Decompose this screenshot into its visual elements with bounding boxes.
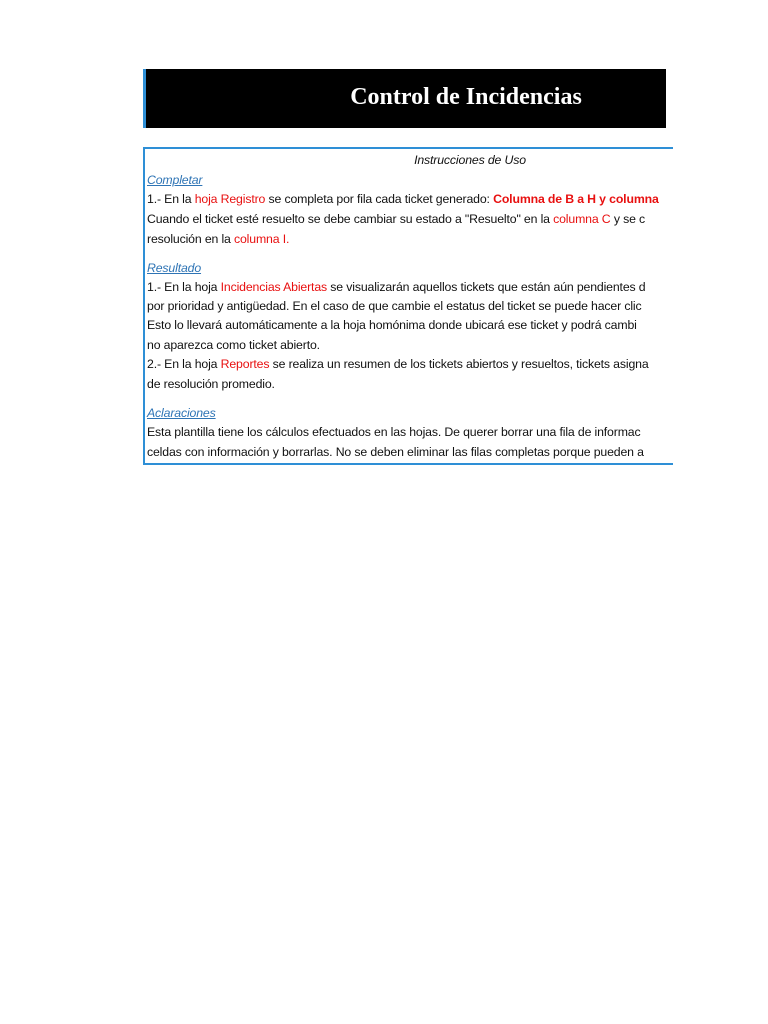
highlight-incidencias-abiertas: Incidencias Abiertas bbox=[220, 280, 328, 294]
aclaraciones-line-2: celdas con información y borrarlas. No se deben eliminar las filas completas porque pueden a bbox=[147, 445, 644, 459]
page-title: Control de Incidencias bbox=[350, 84, 582, 110]
text: 1.- En la hoja bbox=[147, 280, 221, 294]
section-heading-aclaraciones: Aclaraciones bbox=[147, 406, 216, 420]
text: se realiza un resumen de los tickets abiertos y resueltos, tickets asigna bbox=[269, 357, 649, 371]
text: 2.- En la hoja bbox=[147, 357, 221, 371]
instructions-content bbox=[145, 149, 673, 463]
resultado-line-4: no aparezca como ticket abierto. bbox=[147, 338, 320, 352]
instructions-box bbox=[143, 147, 673, 465]
highlight-reportes: Reportes bbox=[220, 357, 270, 371]
resultado-line-6: de resolución promedio. bbox=[147, 377, 275, 391]
highlight-columnas: Columna de B a H y columna bbox=[493, 192, 659, 206]
resultado-line-3: Esto lo llevará automáticamente a la hoja homónima donde ubicará ese ticket y podrá cambi bbox=[147, 318, 637, 332]
highlight-columna-c: columna C bbox=[553, 212, 611, 226]
section-heading-completar: Completar bbox=[147, 173, 203, 187]
highlight-columna-i: columna I. bbox=[234, 232, 290, 246]
completar-line-2 bbox=[147, 212, 645, 226]
resultado-line-5 bbox=[147, 357, 649, 371]
instructions-title: Instrucciones de Uso bbox=[414, 153, 526, 167]
completar-line-3 bbox=[147, 232, 289, 246]
highlight-hoja-registro: hoja Registro bbox=[194, 192, 266, 206]
aclaraciones-line-1: Esta plantilla tiene los cálculos efectuados en las hojas. De querer borrar una fila de informac bbox=[147, 425, 641, 439]
text: Cuando el ticket esté resuelto se debe cambiar su estado a "Resuelto" en la bbox=[147, 212, 554, 226]
text: 1.- En la bbox=[147, 192, 195, 206]
text: se visualizarán aquellos tickets que están aún pendientes d bbox=[327, 280, 646, 294]
text: se completa por fila cada ticket generado: bbox=[265, 192, 494, 206]
resultado-line-1 bbox=[147, 280, 645, 294]
resultado-line-2: por prioridad y antigüedad. En el caso de que cambie el estatus del ticket se puede hacer clic bbox=[147, 299, 642, 313]
section-heading-resultado: Resultado bbox=[147, 261, 202, 275]
title-banner bbox=[143, 69, 666, 128]
text: y se c bbox=[610, 212, 646, 226]
text: resolución en la bbox=[147, 232, 234, 246]
completar-line-1 bbox=[147, 192, 659, 206]
